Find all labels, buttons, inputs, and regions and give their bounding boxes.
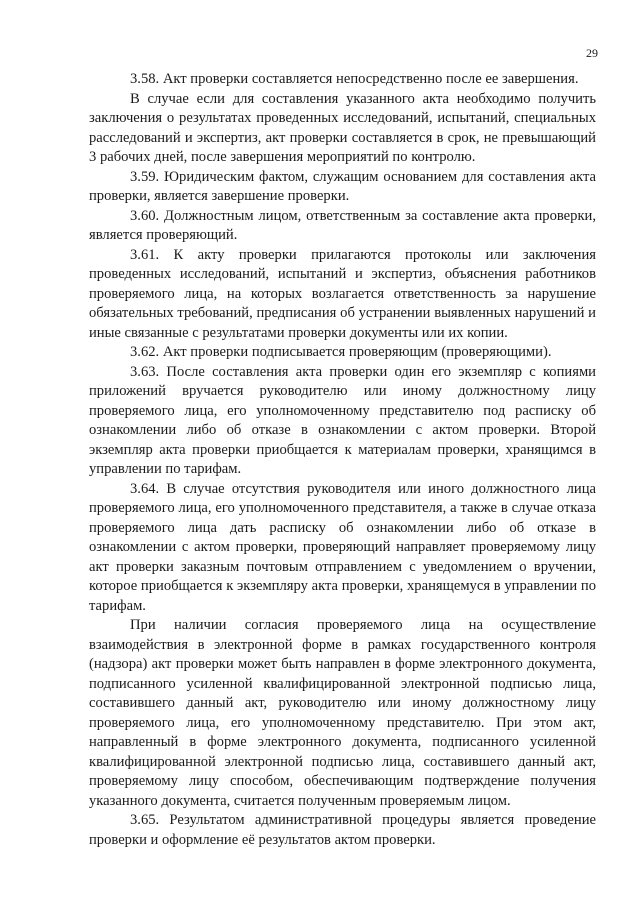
document-body	[89, 70, 596, 850]
paragraph-3-62: 3.62. Акт проверки подписывается проверяющим (проверяющими).	[130, 344, 552, 360]
paragraph-3-60: 3.60. Должностным лицом, ответственным за составление акта проверки, является проверяющий.	[89, 207, 596, 243]
paragraph-3-61: 3.61. К акту проверки прилагаются протоколы или заключения проведенных исследований, испытаний и экспертиз, объяснения работников проверяемого лица, на которых возлагается ответственность за нарушение обязательных требований, предписания об устранении выявленных нарушений и иные связанные с результатами проверки документы или их копии.	[89, 246, 596, 341]
paragraph-3-59: 3.59. Юридическим фактом, служащим основанием для составления акта проверки, является завершение проверки.	[89, 168, 596, 204]
paragraph-3-64-electronic: При наличии согласия проверяемого лица на осуществление взаимодействия в электронной форме в рамках государственного контроля (надзора) акт проверки может быть направлен в форме электронного документа, подписанного усиленной квалифицированной электронной подписью лица, составившего данный акт, руководителю или иному должностному лицу проверяемого лица, его уполномоченному представителю. При этом акт, направленный в форме электронного документа, подписанного усиленной квалифицированной электронной подписью лица, составившего данный акт, проверяемому лицу способом, обеспечивающим подтверждение получения указанного документа, считается полученным проверяемым лицом.	[89, 617, 596, 809]
paragraph-3-64: 3.64. В случае отсутствия руководителя или иного должностного лица проверяемого лица, его уполномоченного представителя, а также в случае отказа проверяемого лица дать расписку об ознакомлении либо об отказе в ознакомлении с актом проверки, проверяющий направляет проверяемому лицу акт проверки заказным почтовым отправлением с уведомлением о вручении, которое приобщается к экземпляру акта проверки, хранящемуся в управлении по тарифам.	[89, 480, 596, 614]
paragraph-3-65: 3.65. Результатом административной процедуры является проведение проверки и оформление её результатов актом проверки.	[89, 812, 596, 848]
paragraph-3-58: 3.58. Акт проверки составляется непосредственно после ее завершения.	[130, 71, 579, 87]
paragraph-3-63: 3.63. После составления акта проверки один его экземпляр с копиями приложений вручается руководителю или иному должностному лицу проверяемого лица, его уполномоченному представителю под расписку об ознакомлении либо об отказе в ознакомлении с актом проверки. Второй экземпляр акта проверки приобщается к материалам проверки, хранящимся в управлении по тарифам.	[89, 363, 596, 477]
page-number: 29	[586, 46, 598, 60]
paragraph-3-58-continuation: В случае если для составления указанного акта необходимо получить заключения о результатах проведенных исследований, испытаний, специальных расследований и экспертиз, акт проверки составляется в срок, не превышающий 3 рабочих дней, после завершения мероприятий по контролю.	[89, 90, 596, 165]
